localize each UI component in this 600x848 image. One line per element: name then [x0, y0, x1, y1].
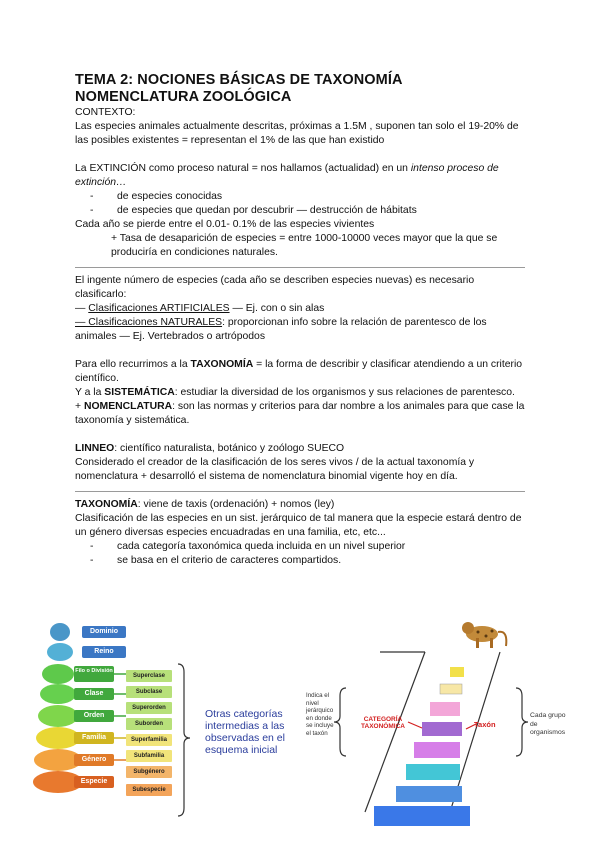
level-reino: Reino: [94, 648, 114, 655]
pyramid-bells: [33, 623, 83, 793]
sub-superorden: Superorden: [126, 702, 172, 714]
taxonomia-paragraph: Para ello recurrimos a la TAXONOMÍA = la forma de describir y clasificar atendiendo a un criterio científico.: [75, 359, 523, 384]
page-title: TEMA 2: NOCIONES BÁSICAS DE TAXONOMÍA NOMENCLATURA ZOOLÓGICA: [75, 72, 403, 105]
level-filo: Filo o División: [75, 668, 113, 674]
taxon-label: Taxón: [474, 720, 496, 729]
sub-subgenero: Subgénero: [126, 766, 172, 778]
naturales-line: — Clasificaciones NATURALES: proporcionan info sobre la relación de parentesco de los animales — Ej. Vertebrados o artrópodos: [75, 317, 487, 342]
jaguar-image: [462, 622, 506, 648]
bullet-item: - de especies conocidas: [90, 191, 223, 202]
level-orden: Orden: [83, 712, 105, 719]
level-clase: Clase: [84, 690, 104, 697]
sistematica-paragraph: Y a la SISTEMÁTICA: estudiar la diversidad de los organismos y sus relaciones de parentesco.: [75, 387, 515, 398]
artificiales-line: — Clasificaciones ARTIFICIALES — Ej. con o sin alas: [75, 303, 325, 314]
bullet-item: - cada categoría taxonómica queda incluida en un nivel superior: [90, 541, 406, 552]
taxonomia-def-paragraph: Clasificación de las especies en un sist. jerárquico de tal manera que la especie estará dentro de un género diversas especies encuadradas en una familia, etc, etc...: [75, 513, 522, 538]
category-label: CATEGORÍA TAXONÓMICA: [361, 716, 405, 730]
bullet-item: - de especies que quedan por descubrir — destrucción de hábitats: [90, 205, 417, 216]
nomenclatura-paragraph: + NOMENCLATURA: son las normas y criterios para dar nombre a los animales para que case la taxonomía y sistemática.: [75, 401, 525, 426]
sub-subespecie: Subespecie: [126, 784, 172, 796]
year-loss-paragraph: Cada año se pierde entre el 0.01- 0.1% de las especies vivientes: [75, 219, 375, 230]
clasificar-p1: El ingente número de especies (cada año se describen especies nuevas) es necesario clasificarlo:: [75, 275, 475, 300]
organism-group-note: Cada grupo de organismos: [530, 712, 566, 736]
taxonomia-def-line: TAXONOMÍA: viene de taxis (ordenación) + nomos (ley): [75, 499, 335, 510]
linneo-paragraph: Considerado el creador de la clasificación de los seres vivos / de la actual taxonomía y nomenclatura + desarrolló el sistema de nomenclatura binomial vigente hoy en día.: [75, 457, 475, 482]
extincion-paragraph: La EXTINCIÓN como proceso natural = nos hallamos (actualidad) en un intenso proceso de extinción…: [75, 163, 499, 188]
tasa-paragraph: + Tasa de desaparición de especies = entre 1000-10000 veces mayor que la que se produciría en condiciones naturales.: [111, 233, 498, 258]
hierarchy-level-note: Indica el nivel jerárquico en donde se incluye el taxón: [306, 692, 334, 737]
level-especie: Especie: [80, 778, 108, 785]
sub-suborden: Suborden: [126, 718, 172, 730]
contexto-heading: CONTEXTO:: [75, 107, 136, 118]
sub-subclase: Subclase: [126, 686, 172, 698]
taxonomy-figure: [30, 612, 570, 840]
document-body: [75, 72, 525, 568]
sub-subfamilia: Subfamilia: [126, 750, 172, 762]
level-dominio: Dominio: [90, 628, 118, 635]
level-familia: Familia: [81, 734, 107, 741]
sub-superfamilia: Superfamilia: [126, 734, 172, 746]
divider: [75, 491, 525, 492]
linneo-line: LINNEO: científico naturalista, botánico y zoólogo SUECO: [75, 443, 345, 454]
bullet-item: - se basa en el criterio de caracteres compartidos.: [90, 555, 342, 566]
sub-superclase: Superclase: [126, 670, 172, 682]
contexto-p1: Las especies animales actualmente descritas, próximas a 1.5M , suponen tan solo el 19-20% de las posibles existentes = representan el 1% de las que han existido: [75, 121, 519, 146]
level-genero: Género: [81, 756, 107, 763]
divider: [75, 267, 525, 268]
intermediate-categories-note: Otras categorías intermedias a las observadas en el esquema inicial: [205, 708, 285, 756]
